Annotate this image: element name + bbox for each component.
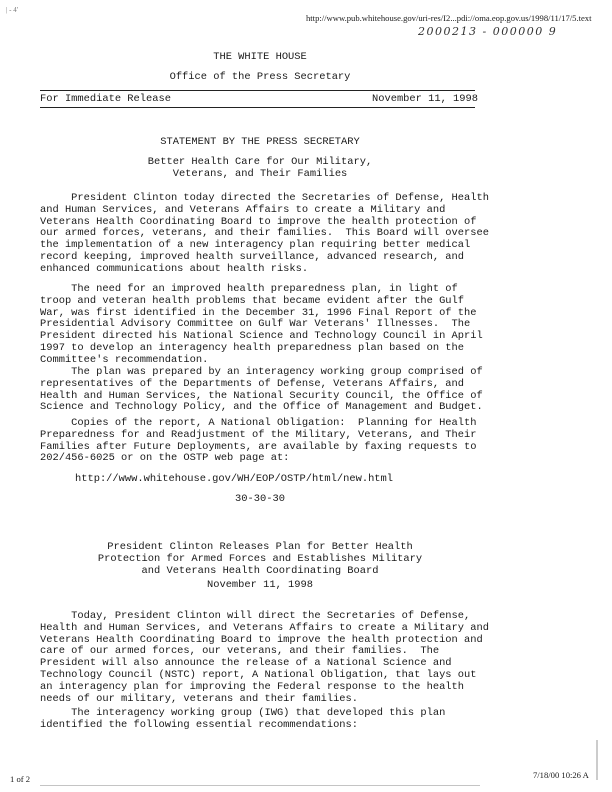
release2-paragraph-2: The interagency working group (IWG) that developed this plan identified the following essential recommendations: (40, 707, 446, 731)
statement-title: STATEMENT BY THE PRESS SECRETARY (160, 136, 360, 148)
masthead-office: Office of the Press Secretary (169, 71, 351, 83)
statement-paragraph-3: The plan was prepared by an interagency working group comprised of representatives of the Departments of Defense, Veterans Affairs, and Health and Human Services, the National Security Council, the Office of Science and Technology Policy, and the Office of Management and Budget. (40, 366, 483, 414)
top-rule (40, 90, 475, 91)
release2-title: President Clinton Releases Plan for Better Health Protection for Armed Forces and Establishes Military and Veterans Health Coordinating Board (97, 541, 423, 577)
release2-date: November 11, 1998 (206, 579, 313, 591)
bottom-rule (40, 107, 475, 108)
release-date: November 11, 1998 (372, 93, 479, 105)
release-label: For Immediate Release (40, 93, 171, 105)
end-mark: 30-30-30 (235, 493, 285, 505)
statement-paragraph-1: President Clinton today directed the Secretaries of Defense, Health and Human Services, and Veterans Affairs to create a Military and Veterans Health Coordinating Board to improve the health protection of our armed forces, veterans, and their families. This Board will oversee the implementation of a new interagency plan requiring better medical record keeping, improved health surveillance, advanced research, and enhanced communications about health risks. (40, 192, 489, 275)
release2-paragraph-1: Today, President Clinton will direct the Secretaries of Defense, Health and Human Services, and Veterans Affairs to create a Military and Veterans Health Coordinating Board to improve the health protection and care of our armed forces, our veterans, and their families. The President will also announce the release of a National Science and Technology Council (NSTC) report, A National Obligation, that lays out an interagency plan for improving the Federal response to the health needs of our military, veterans and their families. (40, 610, 489, 705)
statement-paragraph-2: The need for an improved health preparedness plan, in light of troop and veteran health problems that became evident after the Gulf War, was first identified in the December 31, 1996 Final Report of the Presidential Advisory Committee on Gulf War Veterans' Illnesses. The President directed his National Science and Technology Council in April 1997 to develop an interagency health preparedness plan based on the Committee's recommendation. (40, 283, 483, 366)
ostp-web-link[interactable]: http://www.whitehouse.gov/WH/EOP/OSTP/html/new.html (75, 473, 394, 485)
statement-subtitle: Better Health Care for Our Military, Veterans, and Their Families (147, 156, 373, 180)
source-url: http://www.pub.whitehouse.gov/uri-res/I2...pdi://oma.eop.gov.us/1998/11/17/5.text (306, 13, 592, 23)
masthead-org: THE WHITE HOUSE (213, 51, 307, 63)
scan-edge-line (40, 785, 480, 786)
handwritten-document-id: 2000213 - 000000 9 (418, 25, 558, 38)
scan-corner-mark: | - 4' (6, 6, 18, 14)
page-number: 1 of 2 (10, 774, 31, 784)
scan-margin-mark (596, 740, 598, 780)
statement-paragraph-4: Copies of the report, A National Obligation: Planning for Health Preparedness for and Readjustment of the Military, Veterans, and Their Families after Future Deployments, are available by faxing requests to 202/456-6025 or on the OSTP web page at: (40, 417, 477, 465)
print-timestamp: 7/18/00 10:26 A (533, 770, 589, 780)
